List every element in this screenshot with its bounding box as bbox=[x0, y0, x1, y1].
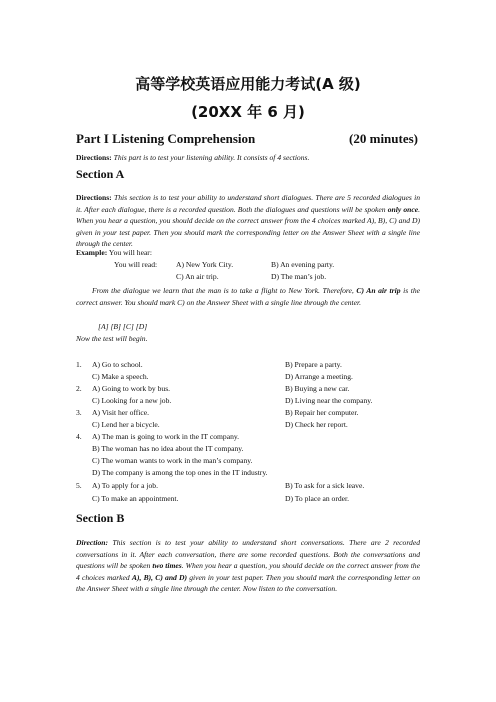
section-a-directions-once: only once bbox=[387, 204, 419, 214]
option-c: C) Looking for a new job. bbox=[92, 396, 172, 405]
section-b-directions-choices: A), B), C) and D) bbox=[131, 572, 188, 582]
section-a-directions-label: Directions: bbox=[76, 193, 112, 202]
option-b: B) Prepare a party. bbox=[285, 360, 342, 369]
option-d: D) Living near the company. bbox=[285, 396, 373, 405]
option-c: C) The woman wants to work in the man’s company. bbox=[92, 456, 253, 465]
exam-title: 高等学校英语应用能力考试(A 级) bbox=[135, 75, 361, 93]
option-b: B) The woman has no idea about the IT company. bbox=[92, 444, 244, 453]
part-heading bbox=[76, 131, 418, 147]
example-option-d: D) The man’s job. bbox=[271, 272, 327, 281]
option-c: C) Lend her a bicycle. bbox=[92, 420, 160, 429]
section-b-directions-label: Direction: bbox=[76, 538, 109, 547]
example-label: Example: bbox=[76, 248, 108, 257]
section-b-directions-twice: two times bbox=[152, 561, 182, 570]
section-a-heading: Section A bbox=[76, 167, 125, 181]
example-option-a: A) New York City. bbox=[176, 260, 234, 269]
option-a: A) Visit her office. bbox=[92, 408, 150, 417]
part-directions bbox=[76, 152, 420, 164]
explanation-part2: is the correct answer. You should mark C) on the Answer Sheet with a single line through the center. bbox=[76, 286, 420, 307]
option-d: D) Check her report. bbox=[285, 420, 348, 429]
example-read-label: You will read: bbox=[114, 260, 158, 269]
answer-marks: [A] [B] [C] [D] bbox=[98, 322, 148, 331]
option-a: A) Go to school. bbox=[92, 360, 143, 369]
option-b: B) To ask for a sick leave. bbox=[285, 481, 365, 490]
option-d: D) The company is among the top ones in the IT industry. bbox=[92, 468, 268, 477]
example-option-b: B) An evening party. bbox=[271, 260, 335, 269]
option-d: D) To place an order. bbox=[285, 494, 350, 503]
directions-label: Directions: bbox=[76, 153, 112, 162]
explanation-part1: From the dialogue we learn that the man is to take a flight to New York. Therefore, bbox=[92, 286, 357, 295]
section-b-heading: Section B bbox=[76, 511, 125, 525]
part-title: Part I Listening Comprehension bbox=[76, 131, 256, 146]
question-number: 2. bbox=[76, 384, 82, 393]
example-label-row bbox=[76, 248, 152, 258]
section-b-directions-part3: given in your test paper. Then you should mark the corresponding letter on the Answer Sheet with a single line through the center. Now listen to the conversation. bbox=[76, 572, 420, 593]
question-number: 5. bbox=[76, 481, 82, 490]
example-option-c: C) An air trip. bbox=[176, 272, 219, 281]
question-number: 1. bbox=[76, 360, 82, 369]
option-b: B) Buying a new car. bbox=[285, 384, 350, 393]
option-c: C) Make a speech. bbox=[92, 372, 149, 381]
part-minutes: (20 minutes) bbox=[349, 131, 418, 146]
explanation-answer: C) An air trip bbox=[356, 286, 401, 295]
option-a: A) The man is going to work in the IT company. bbox=[92, 432, 240, 441]
section-a-directions-part2: . When you hear a question, you should decide on the correct answer from the 4 choices marked A), B), C) and D) given in your test paper. Then you should mark the corresponding letter on the Answer Sheet with a single line through the center. bbox=[76, 204, 420, 248]
option-a: A) To apply for a job. bbox=[92, 481, 158, 490]
section-b-directions-part1: This section is to test your ability to understand short conversations. There are 2 recorded conversations in it. After each conversation, there are some recorded questions. Both the conversations and questions will be spoken bbox=[76, 538, 420, 570]
example-explanation bbox=[76, 285, 420, 308]
section-b-directions-part2: . When you hear a question, you should decide on the correct answer from the 4 choices marked bbox=[76, 561, 420, 582]
question-number: 4. bbox=[76, 432, 82, 441]
question-number: 3. bbox=[76, 408, 82, 417]
option-d: D) Arrange a meeting. bbox=[285, 372, 353, 381]
section-a-directions-part1: This section is to test your ability to understand short dialogues. There are 5 recorded dialogues in it. After each dialogue, there is a recorded question. Both the dialogues and questions will be spoken bbox=[76, 193, 420, 214]
option-b: B) Repair her computer. bbox=[285, 408, 359, 417]
begin-note: Now the test will begin. bbox=[76, 334, 148, 343]
option-a: A) Going to work by bus. bbox=[92, 384, 171, 393]
section-b-directions bbox=[76, 537, 420, 595]
directions-text: This part is to test your listening ability. It consists of 4 sections. bbox=[113, 153, 310, 162]
example-hear: You will hear: bbox=[108, 248, 152, 257]
option-c: C) To make an appointment. bbox=[92, 494, 179, 503]
exam-date: (20XX 年 6 月) bbox=[191, 103, 305, 121]
section-a-directions bbox=[76, 192, 420, 250]
